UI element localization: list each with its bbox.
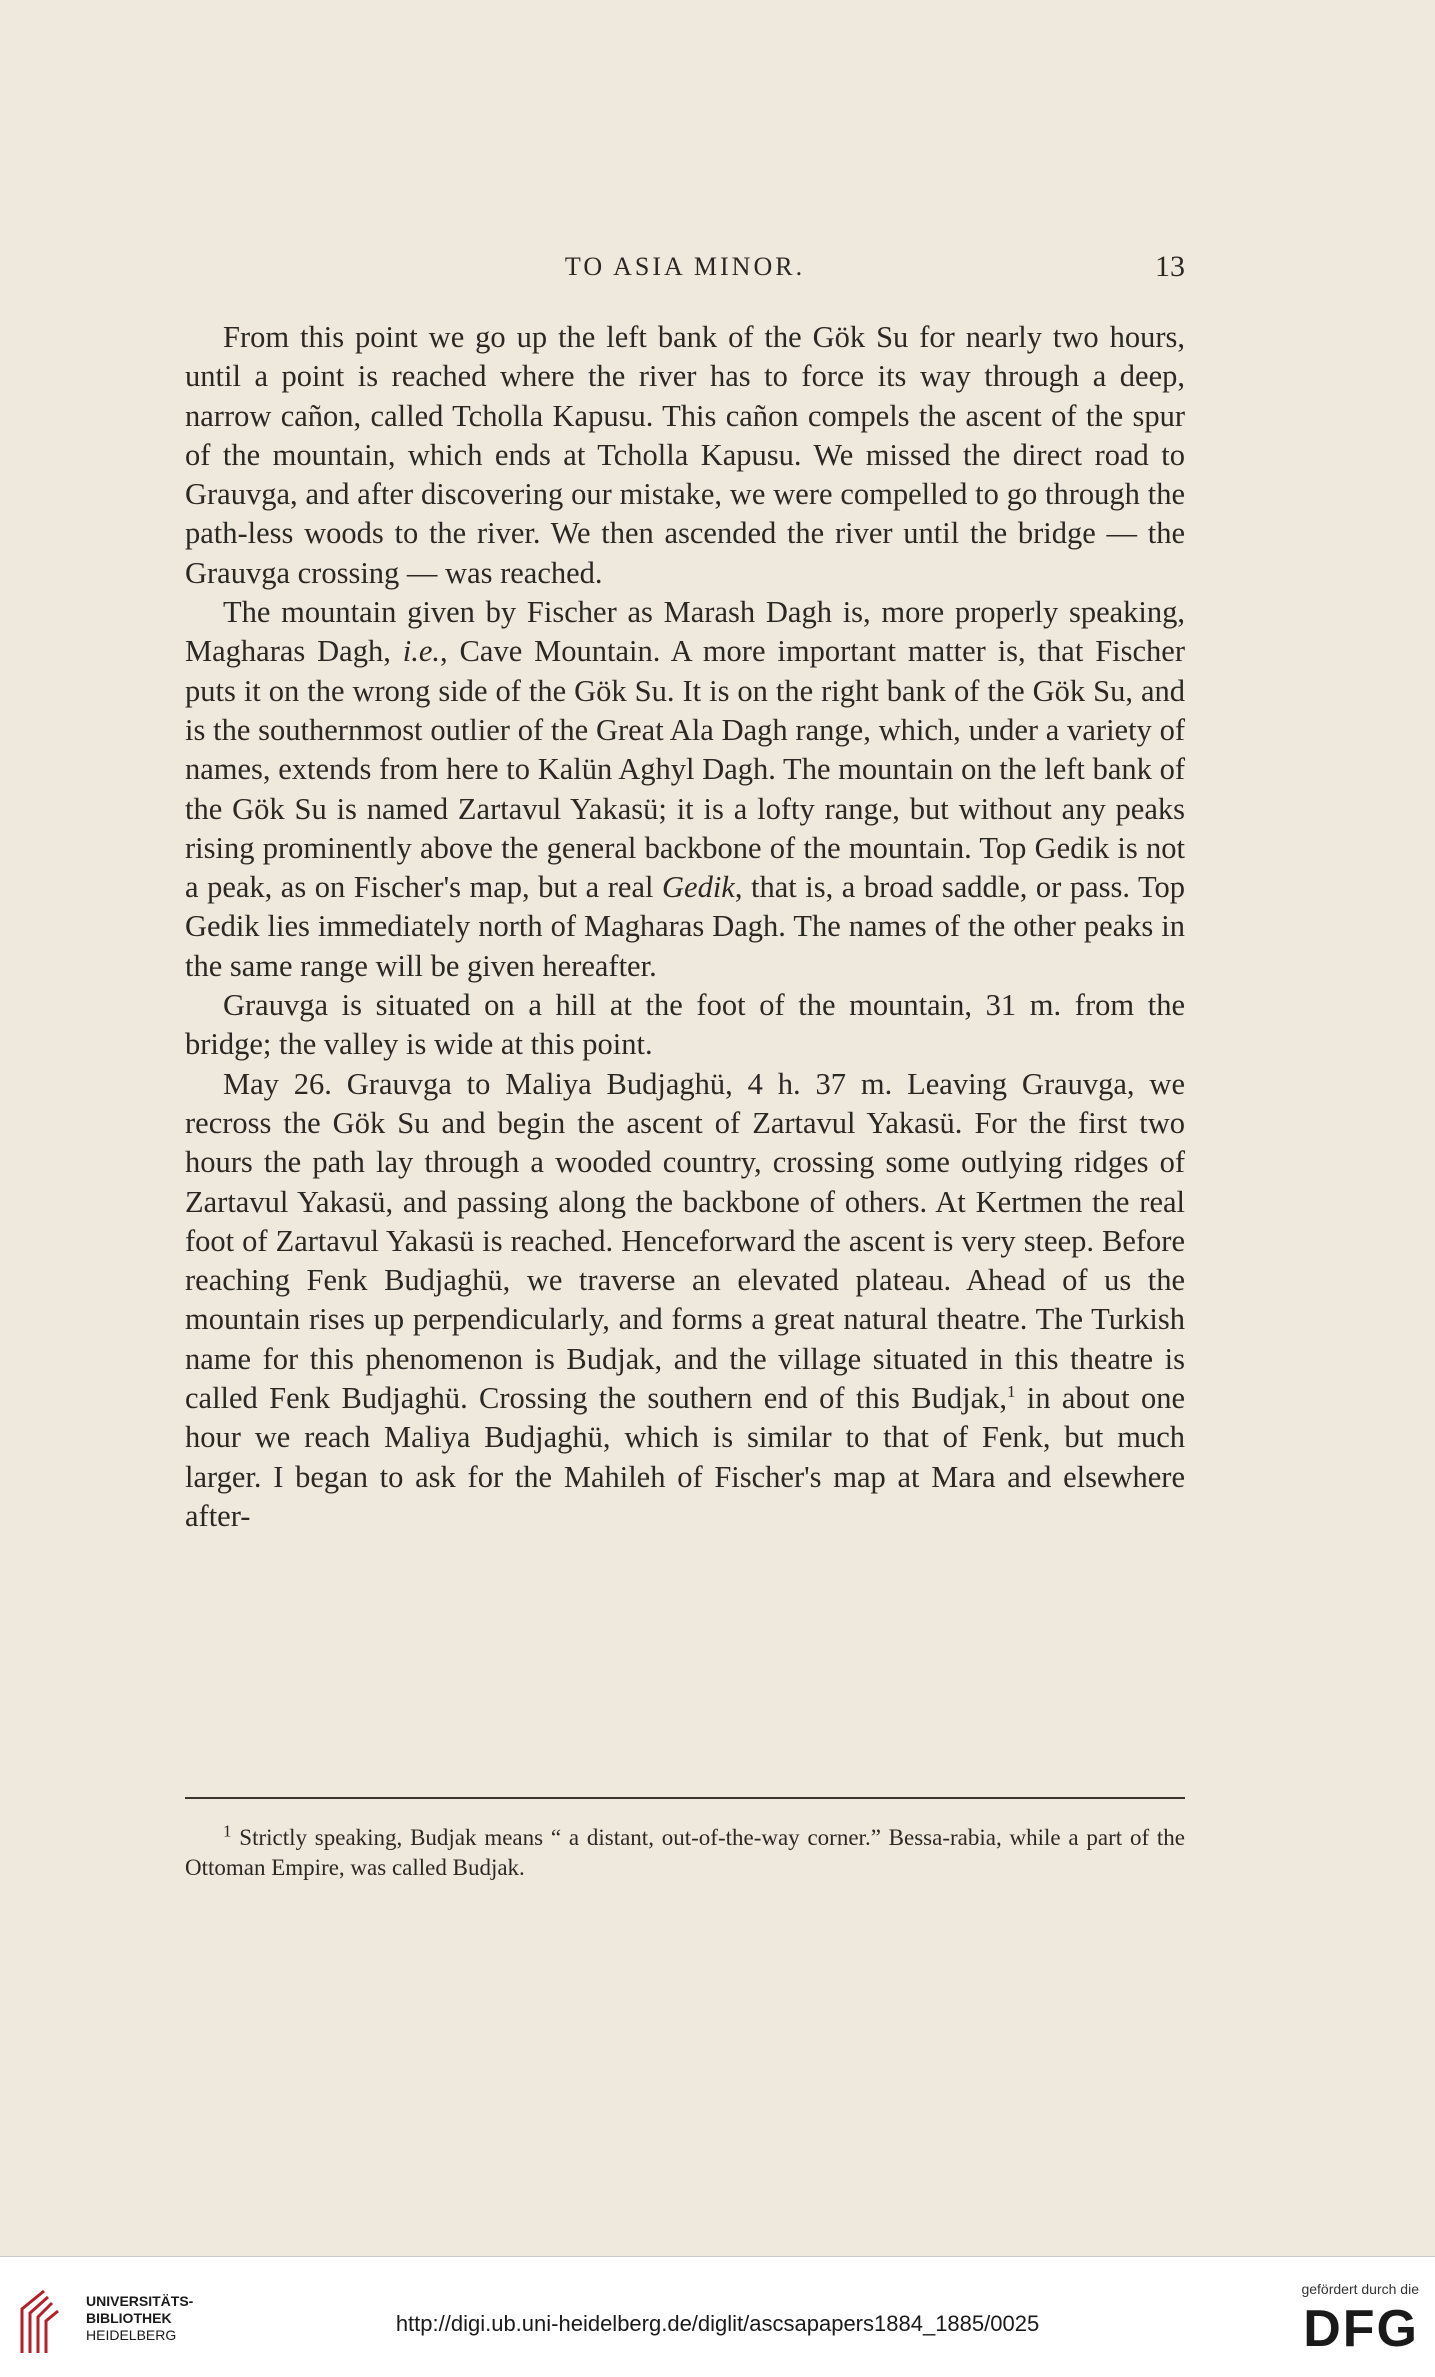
footnote-marker: 1 xyxy=(223,1821,232,1841)
text-run: , that is, a broad saddle, or pass. Top Gedik lies immediately north of Magharas Dagh. The names of the other peaks in the same range will be given hereafter. xyxy=(185,870,1185,983)
paragraph xyxy=(185,318,1185,593)
text-run: Grauvga is situated on a hill at the foot of the mountain, 31 m. from the bridge; the valley is wide at this point. xyxy=(185,988,1185,1062)
footnote xyxy=(185,1823,1185,1883)
sponsor-label: gefördert durch die xyxy=(1301,2281,1419,2297)
body-text xyxy=(185,318,1185,1536)
page-number: 13 xyxy=(1155,250,1185,283)
text-run: Strictly speaking, Budjak means “ a distant, out-of-the-way corner.” Bessa-rabia, while a part of the Ottoman Empire, was called Budjak. xyxy=(185,1825,1185,1880)
text-run: , Cave Mountain. A more important matter is, that Fischer puts it on the wrong side of the Gök Su. It is on the right bank of the Gök Su, and is the southernmost outlier of the Great Ala Dagh range, which, under a variety of names, extends from here to Kalün Aghyl Dagh. The mountain on the left bank of the Gök Su is named Zartavul Yakasü; it is a lofty range, but without any peaks rising prominently above the general backbone of the mountain. Top Gedik is not a peak, as on Fischer's map, but a real xyxy=(185,634,1185,905)
library-name-line: BIBLIOTHEK xyxy=(86,2310,172,2326)
italic-text: Gedik xyxy=(662,870,735,905)
italic-text: i.e. xyxy=(402,634,441,669)
footnotes xyxy=(185,1823,1185,1883)
paragraph xyxy=(185,1065,1185,1537)
text-run: in about one hour we reach Maliya Budjaghü, which is similar to that of Fenk, but much larger. I began to ask for the Mahileh of Fischer's map at Mara and elsewhere after- xyxy=(185,1381,1185,1533)
text-run: The mountain given by Fischer as Marash Dagh is, more properly speaking, Magharas Dagh, xyxy=(185,595,1185,669)
text-run: From this point we go up the left bank of the Gök Su for nearly two hours, until a point is reached where the river has to force its way through a deep, narrow cañon, called Tcholla Kapusu. This cañon compels the ascent of the spur of the mountain, which ends at Tcholla Kapusu. We missed the direct road to Grauvga, and after discovering our mistake, we were compelled to go through the path-less woods to the river. We then ascended the river until the bridge — the Grauvga crossing — was reached. xyxy=(185,320,1185,590)
paragraph xyxy=(185,986,1185,1065)
sponsor xyxy=(1301,2281,1419,2358)
footnote-marker: 1 xyxy=(1006,1381,1016,1401)
text-run: May 26. Grauvga to Maliya Budjaghü, 4 h. 37 m. Leaving Grauvga, we recross the Gök Su and begin the ascent of Zartavul Yakasü. For the first two hours the path lay through a wooded country, crossing some outlying ridges of Zartavul Yakasü, and passing along the backbone of others. At Kertmen the real foot of Zartavul Yakasü is reached. Henceforward the ascent is very steep. Before reaching Fenk Budjaghü, we traverse an elevated plateau. Ahead of us the mountain rises up perpendicularly, and forms a great natural theatre. The Turkish name for this phenomenon is Budjak, and the village situated in this theatre is called Fenk Budjaghü. Crossing the southern end of this Budjak, xyxy=(185,1066,1185,1416)
running-title: TO ASIA MINOR. xyxy=(564,252,806,281)
permalink-url[interactable]: http://digi.ub.uni-heidelberg.de/diglit/ascsapapers1884_1885/0025 xyxy=(395,2311,1040,2336)
dfg-logo: DFG xyxy=(1303,2300,1419,2358)
library-name-line: UNIVERSITÄTS- xyxy=(86,2293,194,2309)
library-name-line: HEIDELBERG xyxy=(86,2327,177,2343)
footnote-rule xyxy=(185,1797,1185,1799)
viewer-footer xyxy=(0,2256,1435,2377)
paragraph xyxy=(185,593,1185,986)
running-head xyxy=(185,252,1185,292)
